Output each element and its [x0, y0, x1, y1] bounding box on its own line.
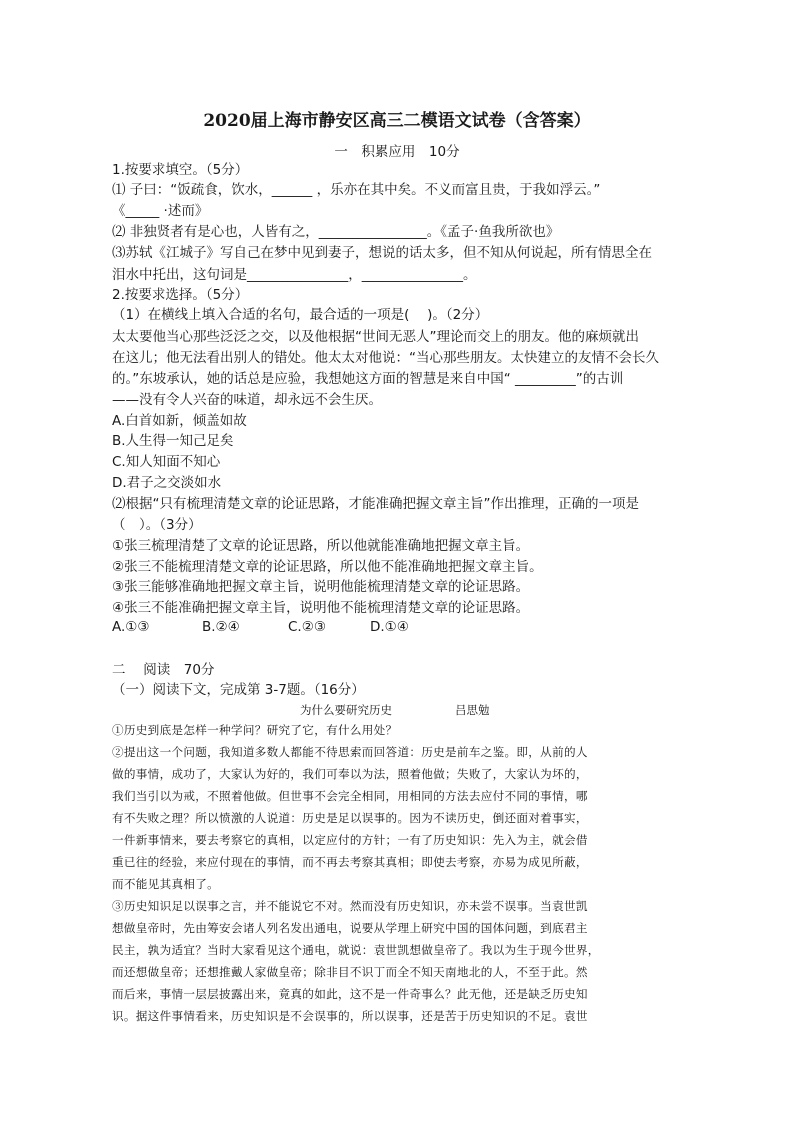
- answer-option: A.①③: [112, 619, 150, 635]
- article-line: 而还想做皇帝；还想推戴人家做皇帝；除非目不识丁而全不知天南地北的人，不至于此。然: [112, 965, 588, 979]
- question-1-line: ⑴ 子曰：“饭疏食，饮水，______ ，乐亦在其中矣。不义而富且贵，于我如浮云。”: [112, 182, 601, 198]
- question-2-line: ——没有令人兴奋的味道，却永远不会生厌。: [112, 392, 382, 408]
- answer-options-row: [112, 617, 409, 637]
- reading-instructions: （一）阅读下文，完成第 3-7题。（16分）: [112, 682, 365, 698]
- question-1-line: 《_____ ·述而》: [112, 203, 209, 219]
- article-line: 想做皇帝时，先由筹安会诸人列名发出通电，说要从学理上研究中国的国体问题，到底君主: [112, 921, 588, 935]
- answer-option: C.②③: [288, 619, 326, 635]
- section-heading-reading: 二 阅读 70分: [112, 662, 215, 678]
- question-2-line: （ ）。（3分）: [112, 517, 202, 533]
- article-line: 重已往的经验，来应付现在的事情，而不再去考察其真相；即使去考察，亦易为成见所蔽，: [112, 855, 588, 869]
- section-heading-accumulation: 一 积累应用 10分: [334, 144, 460, 160]
- article-line: 而后来，事情一层层披露出来，竟真的如此，这不是一件奇事么？此无他，还是缺乏历史知: [112, 987, 588, 1001]
- statement-line: ①张三梳理清楚了文章的论证思路，所以他就能准确地把握文章主旨。: [112, 538, 530, 554]
- statement-line: ③张三能够准确地把握文章主旨，说明他能梳理清楚文章的论证思路。: [112, 579, 530, 595]
- article-line: 我们当引以为戒，不照着他做。但世事不会完全相同，用相同的方法去应付不同的事情，哪: [112, 789, 588, 803]
- choice-option: A.白首如新，倾盖如故: [112, 413, 247, 429]
- article-line: 一件新事情来，要去考察它的真相，以定应付的方针；一有了历史知识：先入为主，就会借: [112, 833, 588, 847]
- question-2-line: 的。”东坡承认，她的话总是应验，我想她这方面的智慧是来自中国“ _________”的古训: [112, 371, 624, 387]
- article-author: 吕思勉: [455, 703, 490, 717]
- question-1-line: ⑶苏轼《江城子》写自己在梦中见到妻子，想说的话太多，但不知从何说起，所有情思全在: [112, 245, 652, 261]
- question-1-line: 1.按要求填空。（5分）: [112, 162, 249, 178]
- question-2-line: 在这儿；他无法看出别人的错处。他太太对他说：“当心那些朋友。太快建立的友情不会长久: [112, 350, 659, 366]
- question-2-line: 太太要他当心那些泛泛之交，以及他根据“世间无恶人”理论而交上的朋友。他的麻烦就出: [112, 329, 639, 345]
- question-1-line: ⑵ 非独贤者有是心也，人皆有之，________________。《孟子·鱼我所欲也》: [112, 224, 560, 240]
- question-1-line: 泪水中托出，这句词是_______________，_______________。: [112, 267, 477, 283]
- article-line: 做的事情，成功了，大家认为好的，我们可奉以为法，照着他做；失败了，大家认为坏的，: [112, 767, 588, 781]
- statement-line: ④张三不能准确把握文章主旨，说明他不能梳理清楚文章的论证思路。: [112, 600, 530, 616]
- answer-option: B.②④: [202, 619, 240, 635]
- statement-line: ②张三不能梳理清楚文章的论证思路，所以他不能准确地把握文章主旨。: [112, 559, 543, 575]
- article-line: ②提出这一个问题，我知道多数人都能不待思索而回答道：历史是前车之鉴。即，从前的人: [112, 745, 588, 759]
- article-line: 而不能见其真相了。: [112, 877, 220, 891]
- article-line: 识。据这件事情看来，历史知识是不会误事的，所以误事，还是苦于历史知识的不足。袁世: [112, 1009, 588, 1023]
- article-line: 民主，孰为适宜？当时大家看见这个通电，就说：袁世凯想做皇帝了。我以为生于现今世界，: [112, 943, 600, 957]
- choice-option: B.人生得一知己足矣: [112, 433, 234, 449]
- choice-option: D.君子之交淡如水: [112, 475, 222, 491]
- article-line: ③历史知识足以误事之言，并不能说它不对。然而没有历史知识，亦未尝不误事。当袁世凯: [112, 899, 588, 913]
- article-title: 为什么要研究历史: [300, 703, 392, 717]
- article-line: ①历史到底是怎样一种学问？研究了它，有什么用处？: [112, 723, 398, 737]
- article-line: 有不失败之理？所以愤激的人说道：历史是足以误事的。因为不读历史，倒还面对着事实，: [112, 811, 588, 825]
- question-2-line: 2.按要求选择。（5分）: [112, 287, 249, 303]
- answer-option: D.①④: [370, 619, 409, 635]
- choice-option: C.知人知面不知心: [112, 454, 221, 470]
- page-title: 2020届上海市静安区高三二模语文试卷（含答案）: [203, 111, 591, 131]
- question-2-line: （1）在横线上填入合适的名句，最合适的一项是( )。（2分）: [112, 307, 489, 323]
- question-2-line: ⑵根据“只有梳理清楚文章的论证思路，才能准确把握文章主旨”作出推理，正确的一项是: [112, 496, 639, 512]
